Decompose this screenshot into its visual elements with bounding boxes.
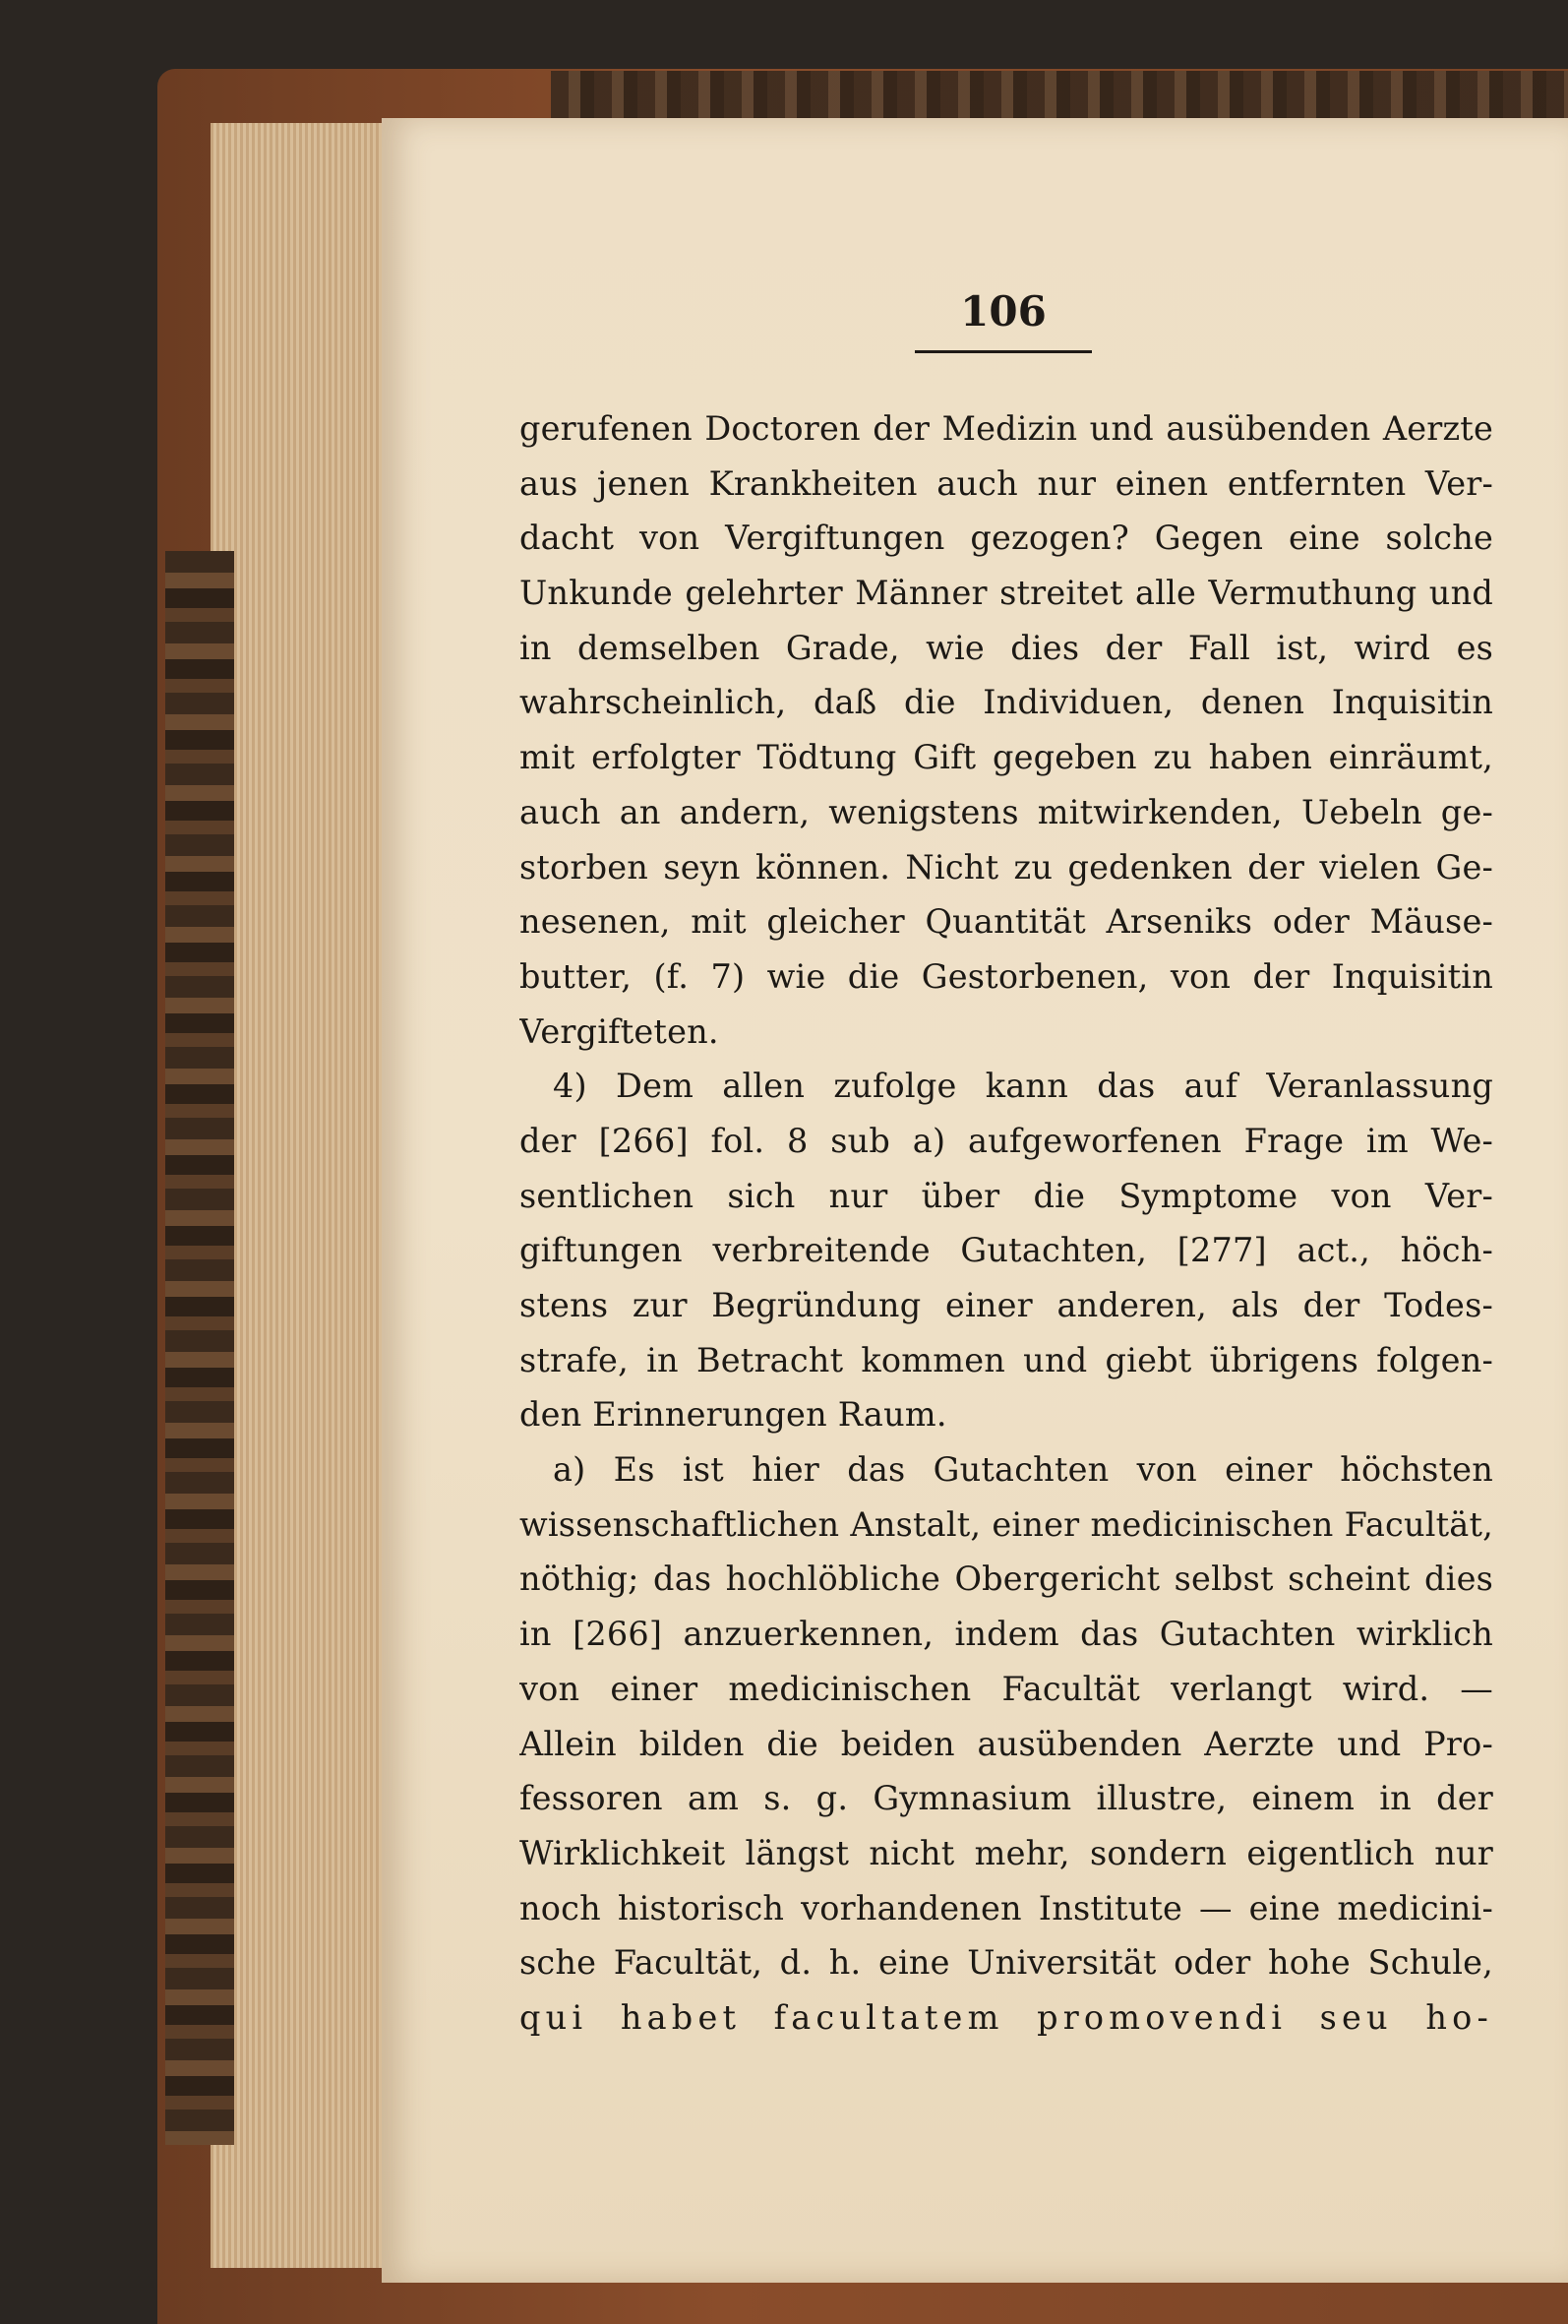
text-line: giftungen verbreitende Gutachten, [277] act., höch- — [519, 1231, 1493, 1270]
text-line: storben seyn können. Nicht zu gedenken der vielen Ge- — [519, 847, 1493, 887]
text-line: der [266] fol. 8 sub a) aufgeworfenen Frage im We- — [519, 1121, 1493, 1160]
text-line: den Erinnerungen Raum. — [519, 1395, 947, 1435]
text-line: Vergifteten. — [519, 1011, 719, 1051]
text-line: wahrscheinlich, daß die Individuen, denen Inquisitin — [519, 683, 1493, 722]
text-line: auch an andern, wenigstens mitwirkenden, Uebeln ge- — [519, 792, 1493, 831]
page-number: 106 — [960, 287, 1047, 336]
text-line: mit erfolgter Tödtung Gift gegeben zu haben einräumt, — [519, 738, 1493, 777]
marbled-cover-edge — [165, 551, 234, 2145]
text-line: strafe, in Betracht kommen und giebt übrigens folgen- — [519, 1340, 1493, 1379]
cover-top-edge — [551, 71, 1568, 122]
text-line: wissenschaftlichen Anstalt, einer medicinischen Facultät, — [519, 1504, 1493, 1544]
body-text — [519, 401, 1493, 2046]
text-line: noch historisch vorhandenen Institute — eine medicini- — [519, 1888, 1493, 1927]
text-line: sche Facultät, d. h. eine Universität oder hohe Schule, — [519, 1943, 1493, 1983]
text-line: qui habet facultatem promovendi seu ho- — [519, 1997, 1493, 2037]
text-line: Unkunde gelehrter Männer streitet alle Vermuthung und — [519, 574, 1493, 613]
text-line: fessoren am s. g. Gymnasium illustre, einem in der — [519, 1779, 1493, 1818]
text-line: Allein bilden die beiden ausübenden Aerzte und Pro- — [519, 1724, 1493, 1763]
text-line: dacht von Vergiftungen gezogen? Gegen eine solche — [519, 519, 1493, 558]
text-line: von einer medicinischen Facultät verlangt wird. — — [519, 1669, 1493, 1708]
text-line: stens zur Begründung einer anderen, als der Todes- — [519, 1286, 1493, 1324]
page-edges — [211, 123, 388, 2268]
text-line: 4) Dem allen zufolge kann das auf Veranlassung — [553, 1067, 1493, 1106]
text-line: a) Es ist hier das Gutachten von einer höchsten — [553, 1450, 1493, 1490]
text-line: in [266] anzuerkennen, indem das Gutachten wirklich — [519, 1615, 1493, 1654]
text-line: gerufenen Doctoren der Medizin und ausübenden Aerzte — [519, 409, 1493, 448]
text-line: sentlichen sich nur über die Symptome von Ver- — [519, 1176, 1493, 1215]
text-line: aus jenen Krankheiten auch nur einen entfernten Ver- — [519, 463, 1493, 503]
text-line: in demselben Grade, wie dies der Fall ist, wird es — [519, 628, 1493, 667]
text-line: Wirklichkeit längst nicht mehr, sondern eigentlich nur — [519, 1833, 1493, 1872]
text-line: nesenen, mit gleicher Quantität Arseniks oder Mäuse- — [519, 902, 1493, 942]
page-number-rule — [915, 350, 1092, 353]
text-line: butter, (f. 7) wie die Gestorbenen, von der Inquisitin — [519, 956, 1493, 996]
text-line: nöthig; das hochlöbliche Obergericht selbst scheint dies — [519, 1560, 1493, 1599]
